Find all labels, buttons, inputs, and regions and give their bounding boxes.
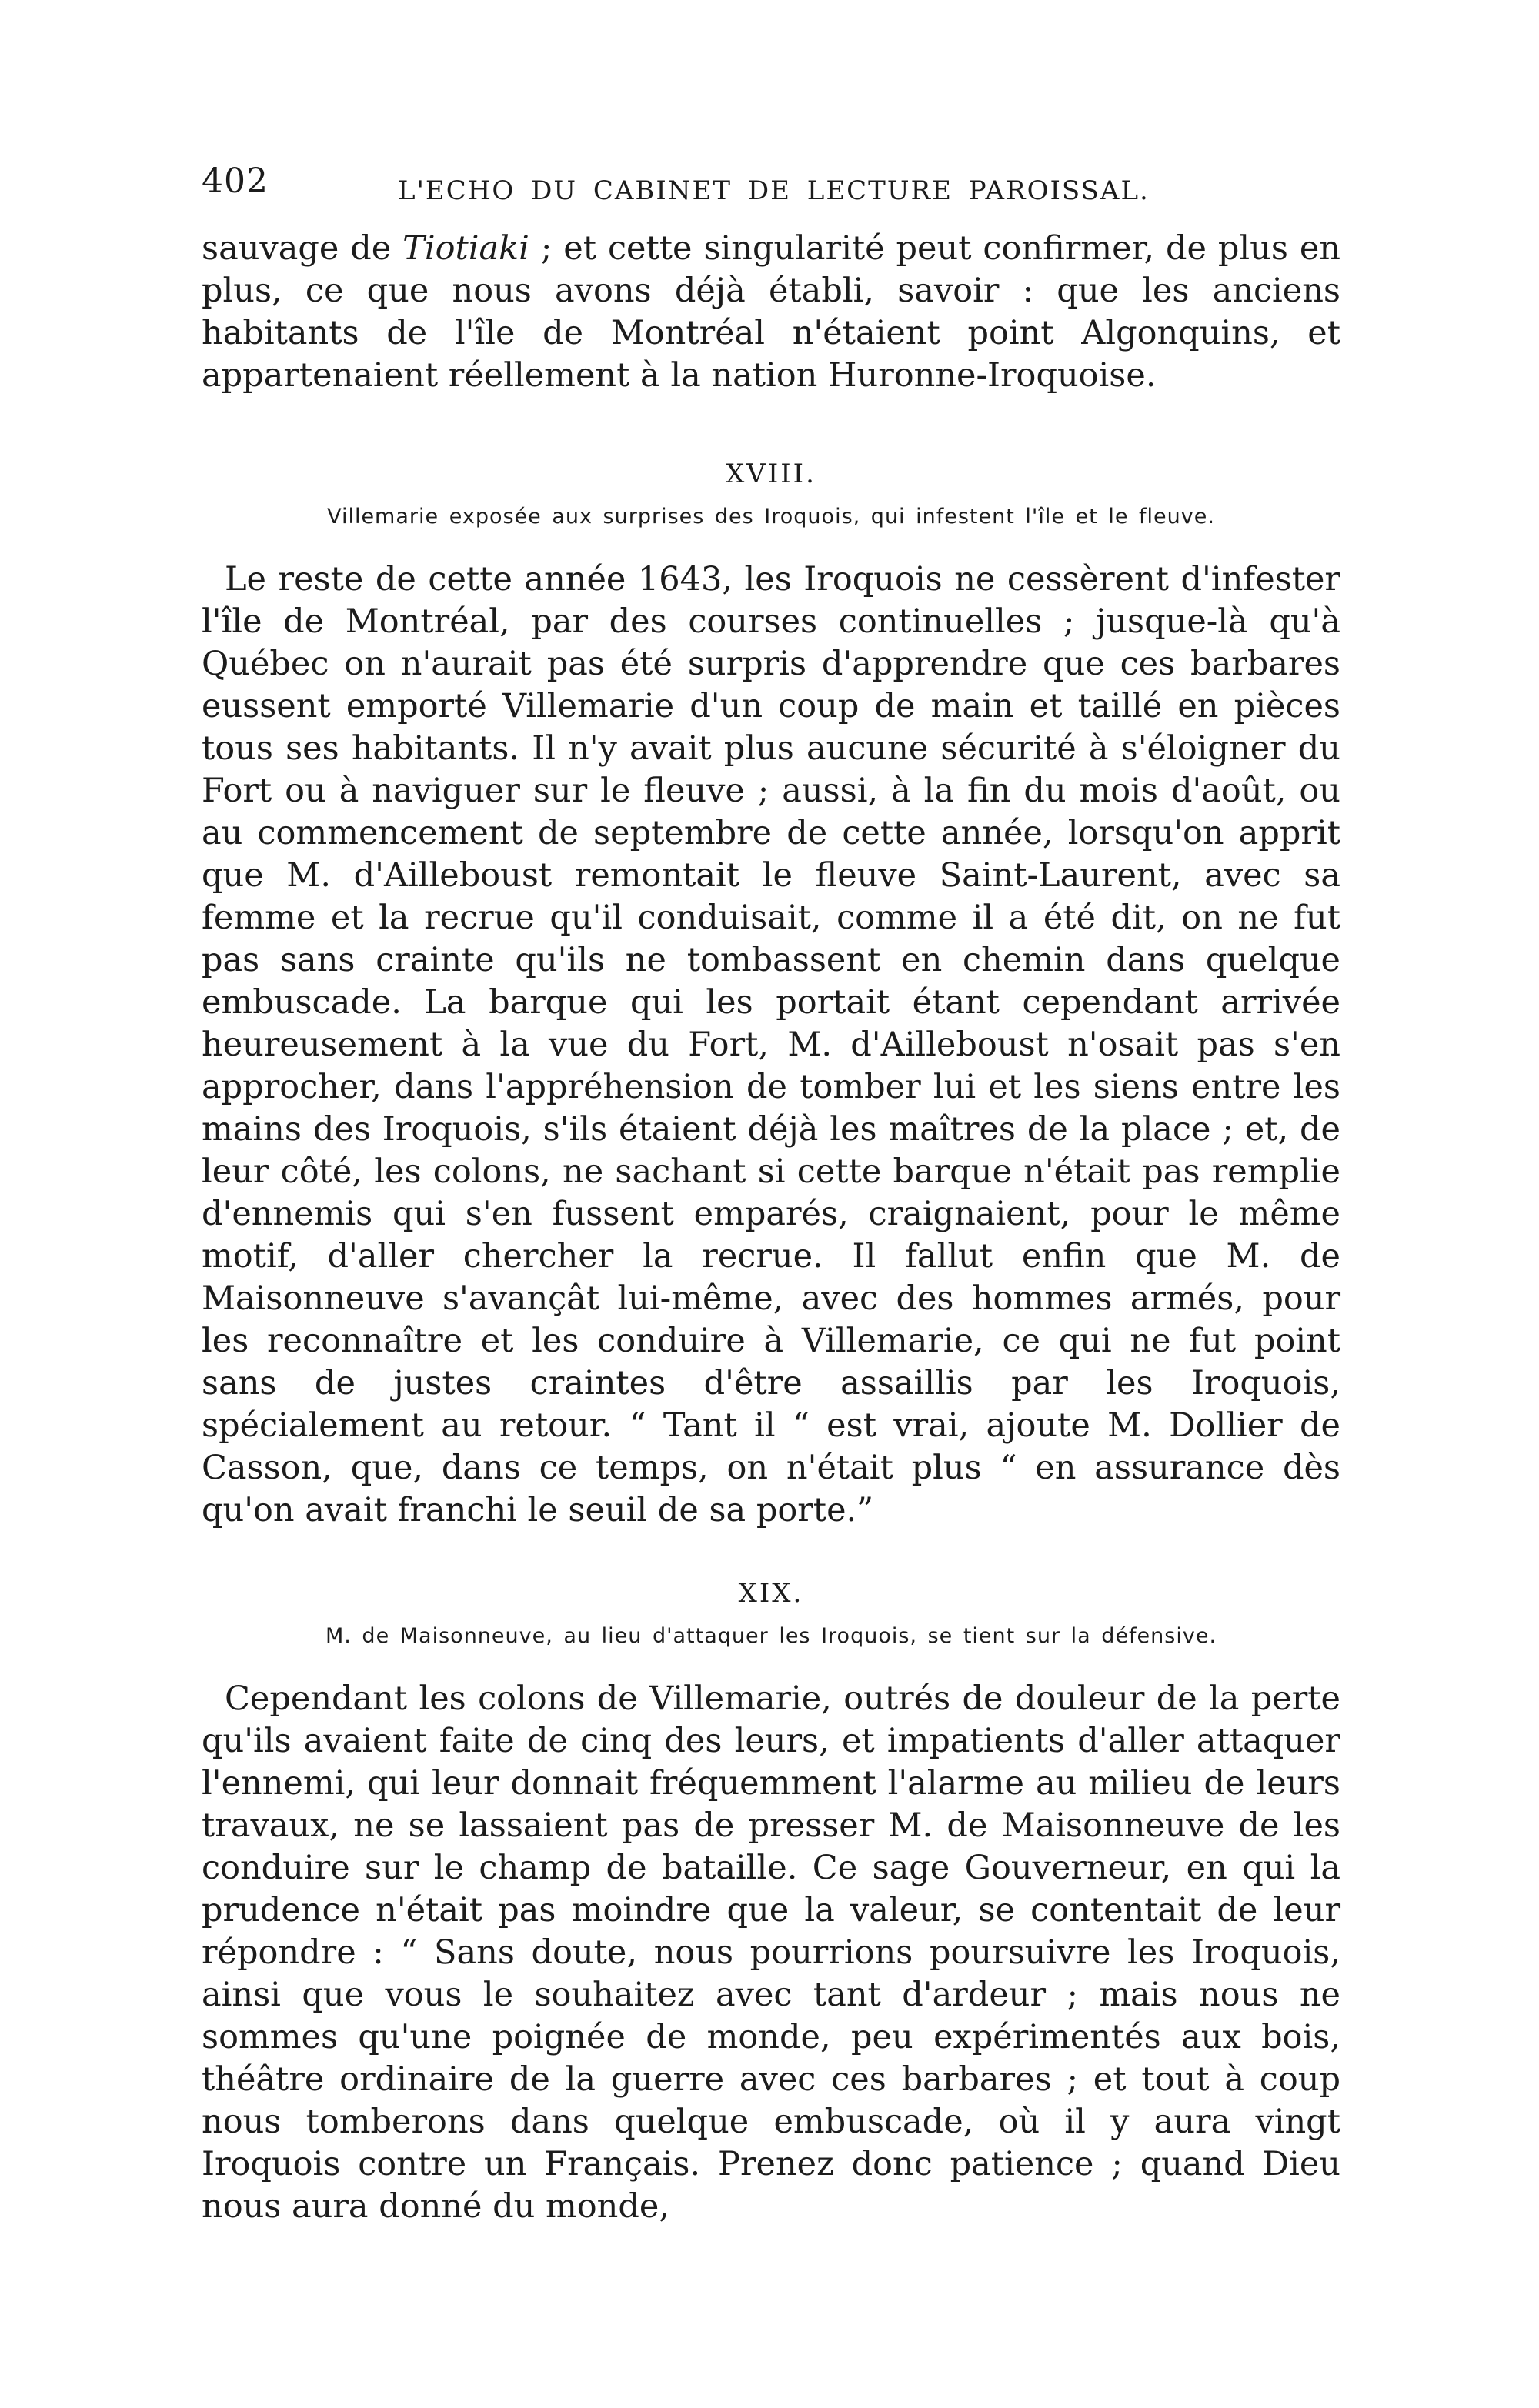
running-title: L'ECHO DU CABINET DE LECTURE PAROISSAL. — [398, 175, 1150, 206]
page-number: 402 — [202, 162, 269, 201]
intro-paragraph — [202, 228, 1340, 397]
section-xviii-number: XVIII. — [726, 459, 816, 489]
intro-italic-word: Tiotiaki — [402, 229, 529, 268]
section-xix-number: XIX. — [738, 1578, 804, 1609]
section-xix-caption: M. de Maisonneuve, au lieu d'attaquer les Iroquois, se tient sur la défensive. — [325, 1624, 1217, 1648]
intro-prefix: sauvage de — [202, 229, 403, 268]
intro-suffix: ; et cette singularité peut confirmer, de plus en plus, ce que nous avons déjà établi, savoir : que les anciens habitants de l'île de Montréal n'étaient point Algonquins, et appartenaient réellement à la nation Huronne-Iroquoise. — [202, 229, 1340, 395]
section-xviii-paragraph: Le reste de cette année 1643, les Iroquois ne cessèrent d'infester l'île de Montréal, par des courses continuelles ; jusque-là qu'à Québec on n'aurait pas été surpris d'apprendre que ces barbares eussent emporté Villemarie d'un coup de main et taillé en pièces tous ses habitants. Il n'y avait plus aucune sécurité à s'éloigner du Fort ou à naviguer sur le fleuve ; aussi, à la fin du mois d'août, ou au commencement de septembre de cette année, lorsqu'on apprit que M. d'Ailleboust remontait le fleuve Saint-Laurent, avec sa femme et la recrue qu'il conduisait, comme il a été dit, on ne fut pas sans crainte qu'ils ne tombassent en chemin dans quelque embuscade. La barque qui les portait étant cependant arrivée heureusement à la vue du Fort, M. d'Ailleboust n'osait pas s'en approcher, dans l'appréhension de tomber lui et les siens entre les mains des Iroquois, s'ils étaient déjà les maîtres de la place ; et, de leur côté, les colons, ne sachant si cette barque n'était pas remplie d'ennemis qui s'en fussent emparés, craignaient, pour le même motif, d'aller chercher la recrue. Il fallut enfin que M. de Maisonneuve s'avançât lui-même, avec des hommes armés, pour les reconnaître et les conduire à Villemarie, ce qui ne fut point sans de justes craintes d'être assaillis par les Iroquois, spécialement au retour. “ Tant il “ est vrai, ajoute M. Dollier de Casson, que, dans ce temps, on n'était plus “ en assurance dès qu'on avait franchi le seuil de sa porte.” — [202, 560, 1340, 1529]
running-head — [202, 162, 1340, 228]
section-xviii-caption: Villemarie exposée aux surprises des Iroquois, qui infestent l'île et le fleuve. — [327, 505, 1215, 529]
section-xix-paragraph: Cependant les colons de Villemarie, outrés de douleur de la perte qu'ils avaient faite de cinq des leurs, et impatients d'aller attaquer l'ennemi, qui leur donnait fréquemment l'alarme au milieu de leurs travaux, ne se lassaient pas de presser M. de Maisonneuve de les conduire sur le champ de bataille. Ce sage Gouverneur, en qui la prudence n'était pas moindre que la valeur, se contentait de leur répondre : “ Sans doute, nous pourrions poursuivre les Iroquois, ainsi que vous le souhaitez avec tant d'ardeur ; mais nous ne sommes qu'une poignée de monde, peu expérimentés aux bois, théâtre ordinaire de la guerre avec ces barbares ; et tout à coup nous tomberons dans quelque embuscade, où il y aura vingt Iroquois contre un Français. Prenez donc patience ; quand Dieu nous aura donné du monde, — [202, 1679, 1340, 2226]
book-page — [202, 162, 1340, 2228]
